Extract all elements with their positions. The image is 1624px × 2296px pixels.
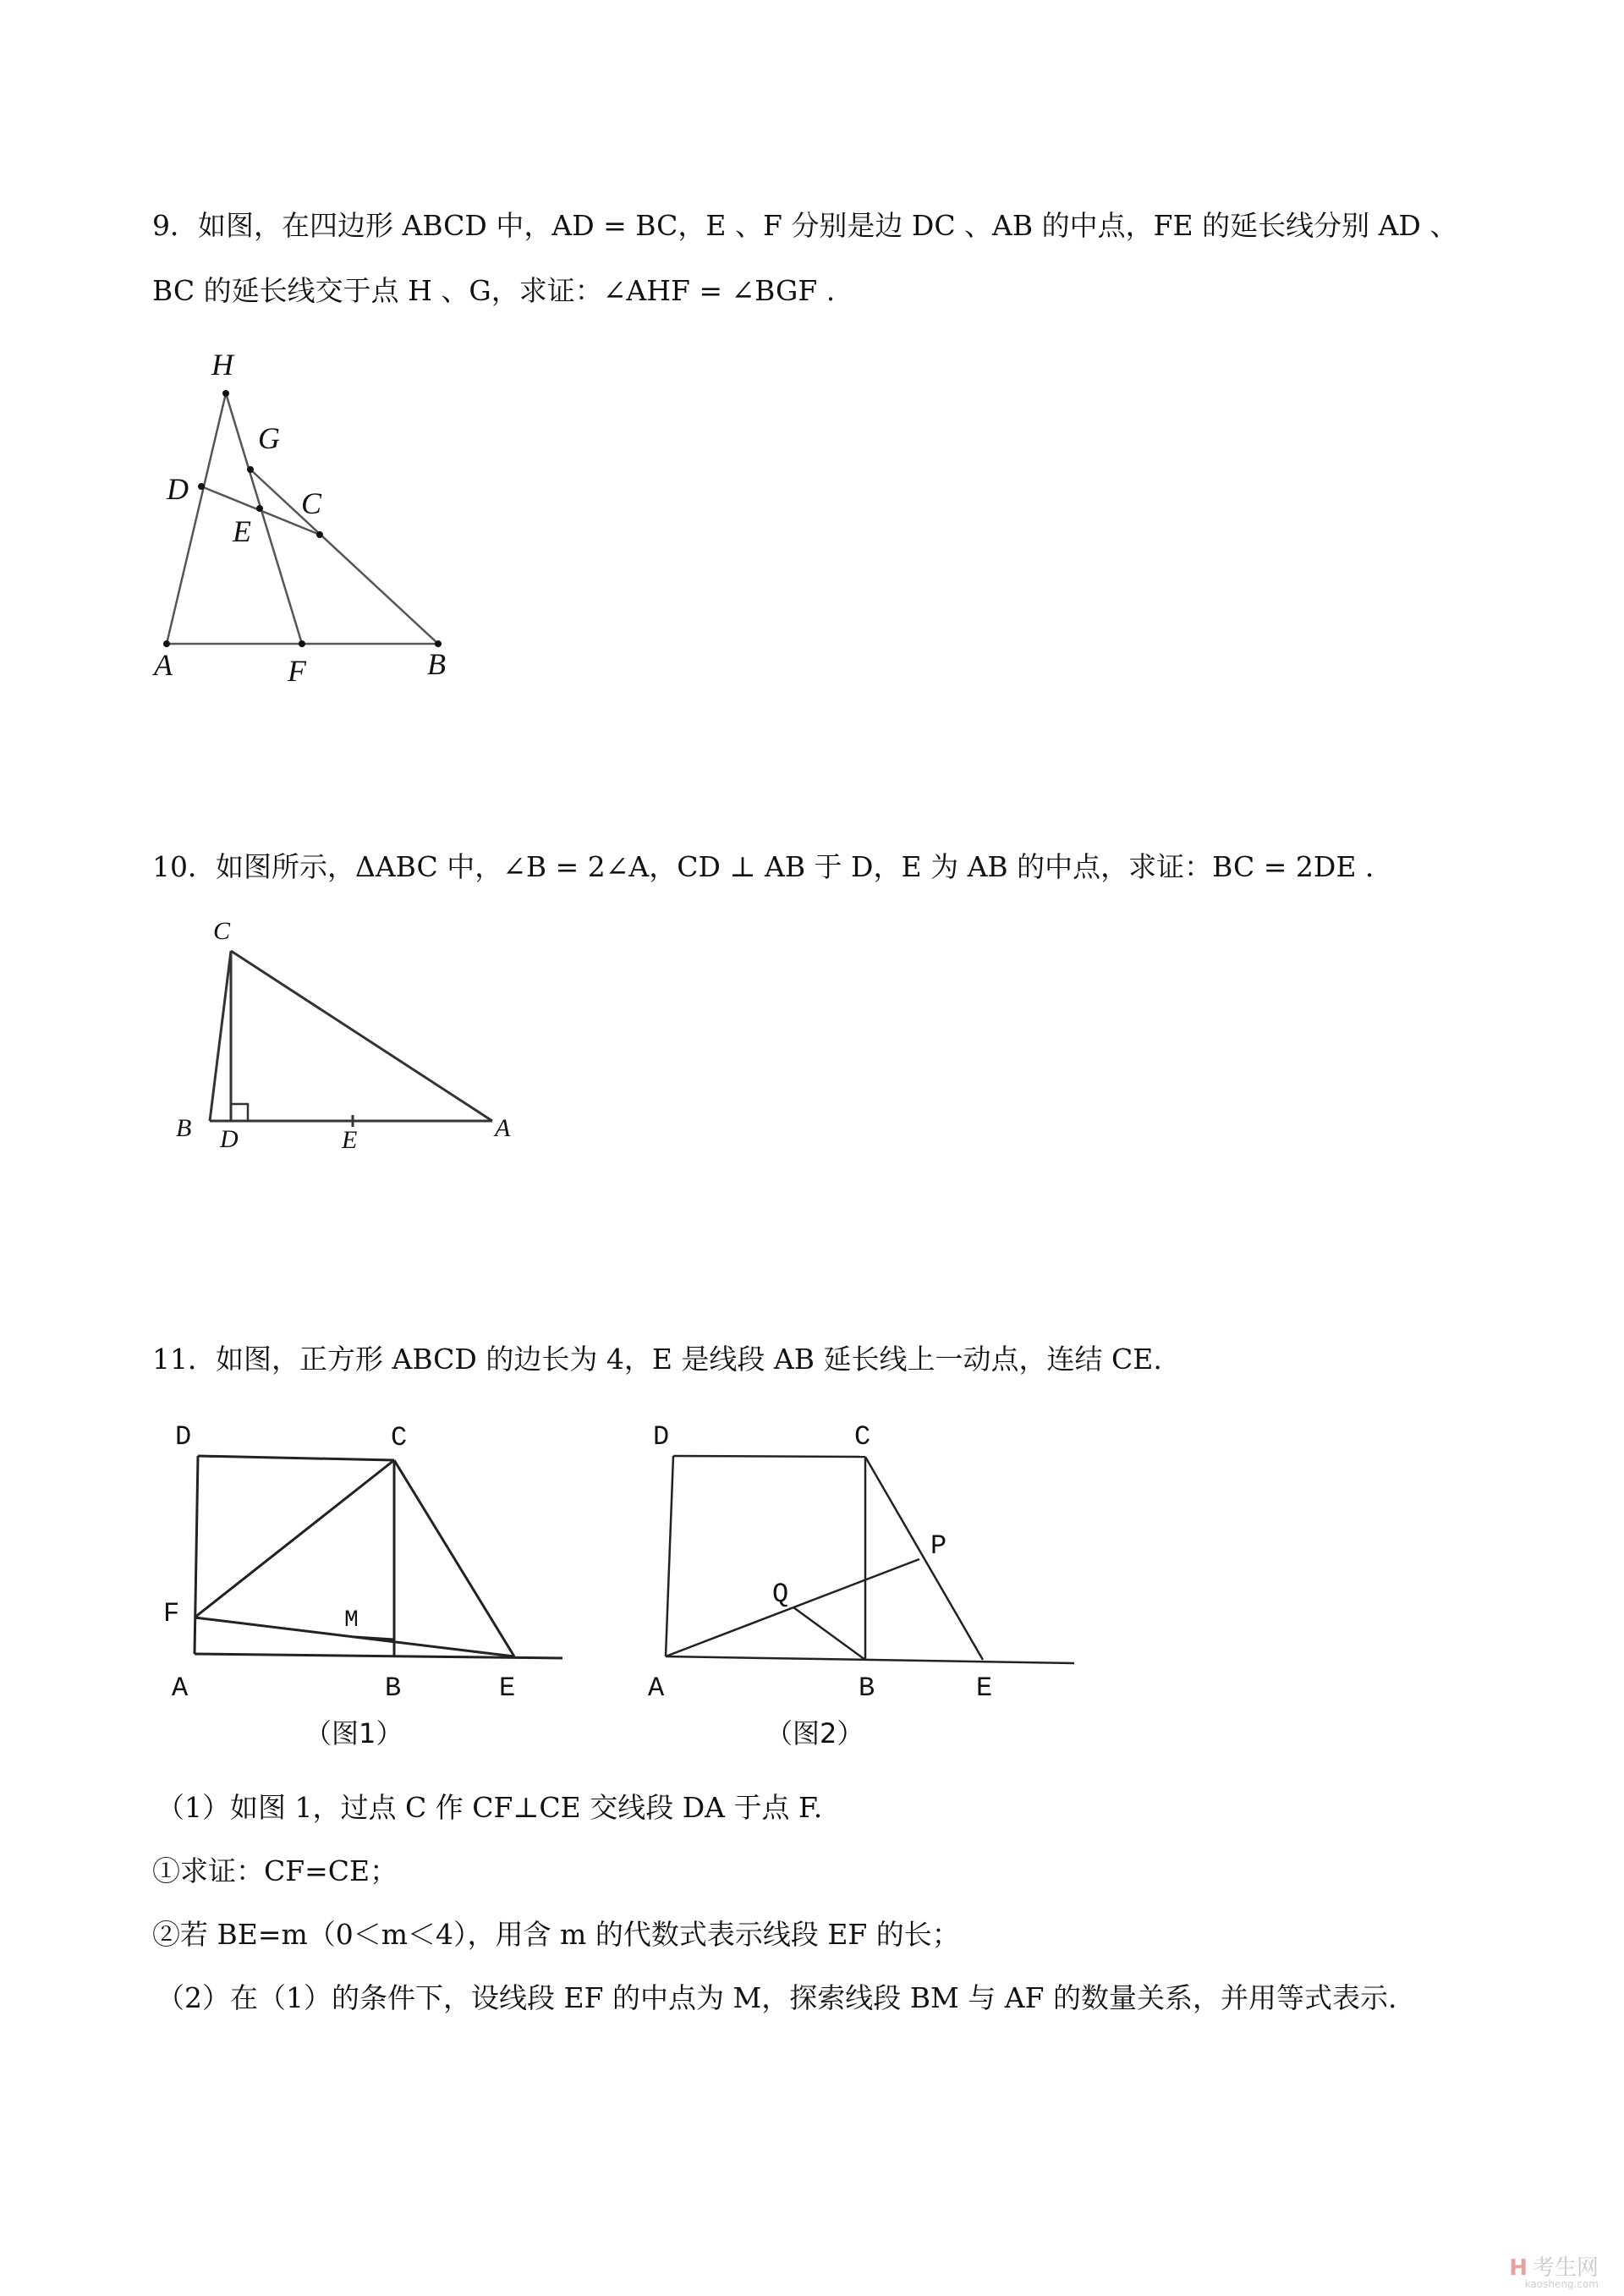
q11-part1: （1）如图 1，过点 C 作 CF⊥CE 交线段 DA 于点 F. <box>156 1791 823 1824</box>
q11-fig1-label-C: C <box>391 1422 408 1453</box>
q11-part2: （2）在（1）的条件下，设线段 EF 的中点为 M，探索线段 BM 与 AF 的数量关系，并用等式表示. <box>156 1981 1397 2014</box>
q9-text-line1: 9．如图，在四边形 ABCD 中，AD = BC，E 、F 分别是边 DC 、AB 的中点，FE 的延长线分别 AD 、 <box>152 209 1458 242</box>
q11-fig2-label-B: B <box>859 1673 875 1704</box>
watermark-icon: H <box>1509 2255 1528 2281</box>
q11-fig1-label-M: M <box>344 1607 359 1634</box>
q11-fig2-caption: （图2） <box>765 1717 864 1749</box>
q10-label-C: C <box>213 917 231 945</box>
q11-fig2-label-Q: Q <box>772 1579 789 1610</box>
q10-label-E: E <box>342 1126 358 1154</box>
q11-fig1-label-D: D <box>175 1421 192 1453</box>
q9-label-G: G <box>258 421 280 455</box>
q11-fig2-label-D: D <box>653 1421 670 1453</box>
q11-fig1-label-A: A <box>172 1673 189 1704</box>
q11-fig2-label-C: C <box>854 1421 871 1453</box>
q10-label-B: B <box>176 1114 192 1142</box>
q11-fig1-label-B: B <box>385 1673 402 1704</box>
q9-label-C: C <box>301 486 322 520</box>
q9-label-A: A <box>154 648 173 682</box>
q11-part1a: ①求证：CF=CE； <box>152 1854 398 1887</box>
watermark-site: kaosheng.com <box>1524 2278 1599 2290</box>
q11-fig1-label-F: F <box>163 1598 180 1629</box>
q10-text-line1: 10．如图所示，ΔABC 中，∠B = 2∠A，CD ⊥ AB 于 D，E 为 AB 的中点，求证：BC = 2DE . <box>152 850 1374 883</box>
q11-text-line1: 11．如图，正方形 ABCD 的边长为 4，E 是线段 AB 延长线上一动点，连结 CE. <box>152 1343 1162 1376</box>
q9-label-E: E <box>233 514 251 548</box>
q11-fig1-label-E: E <box>499 1673 516 1704</box>
q11-part1b: ②若 BE=m（0＜m＜4），用含 m 的代数式表示线段 EF 的长； <box>152 1918 960 1951</box>
q11-fig2-label-P: P <box>930 1530 947 1562</box>
q9-text-line2: BC 的延长线交于点 H 、G，求证：∠AHF = ∠BGF . <box>152 274 836 307</box>
q10-label-A: A <box>495 1114 511 1142</box>
q10-label-D: D <box>220 1125 239 1153</box>
watermark-brand: 考生网 <box>1532 2255 1599 2281</box>
q9-label-F: F <box>288 654 306 688</box>
q11-fig1-caption: （图1） <box>304 1717 403 1749</box>
q9-label-D: D <box>167 472 189 506</box>
q9-label-B: B <box>427 647 446 681</box>
q9-label-H: H <box>211 348 233 382</box>
q11-fig2-label-E: E <box>976 1673 993 1704</box>
watermark-logo <box>1509 2250 1599 2290</box>
q11-fig2-label-A: A <box>648 1673 665 1704</box>
